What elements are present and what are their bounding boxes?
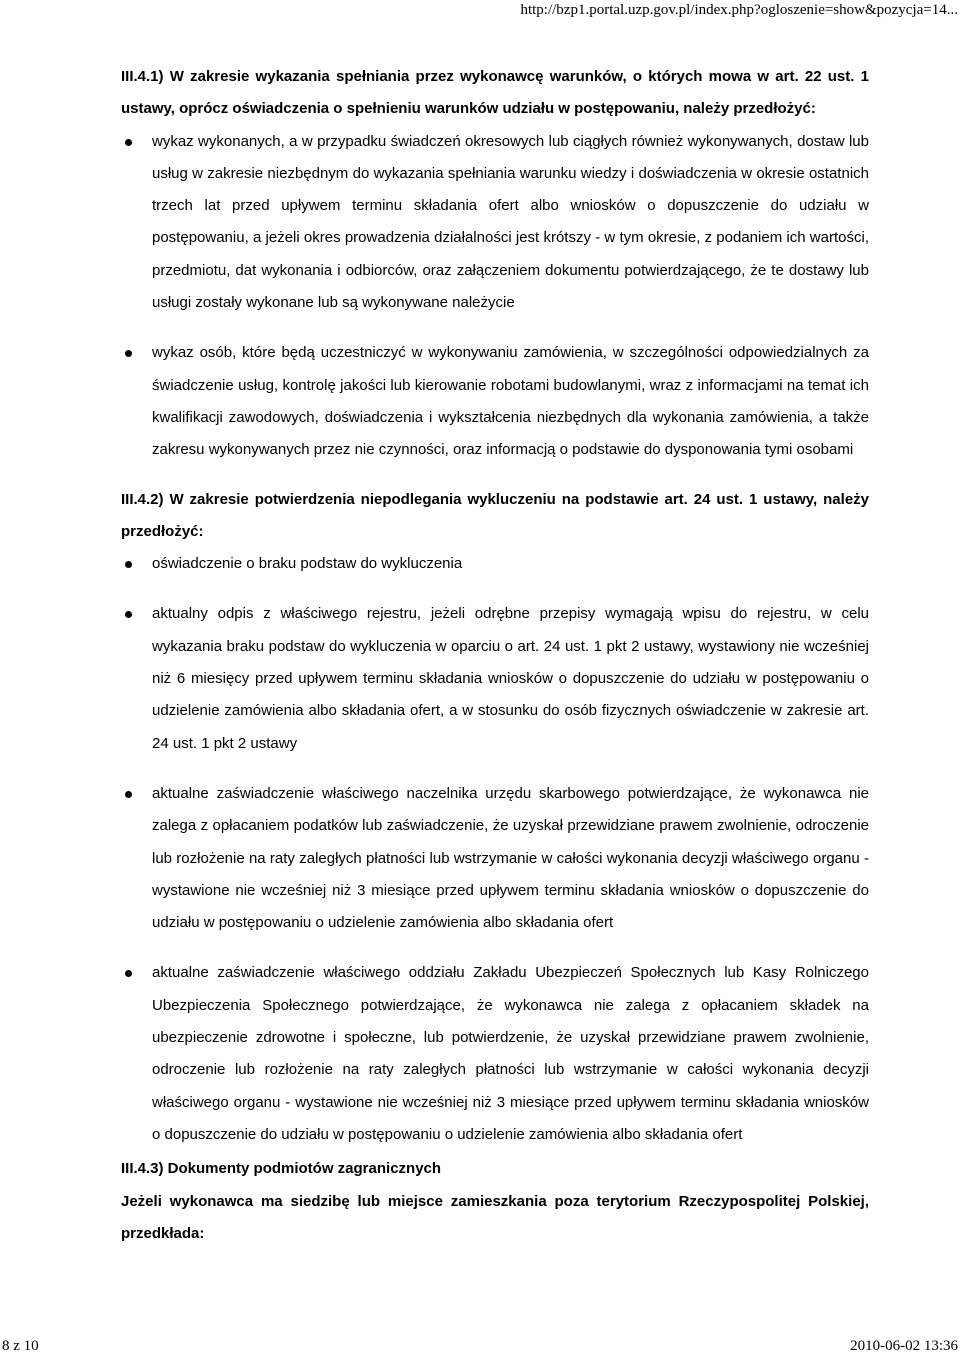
list-item: wykaz osób, które będą uczestniczyć w wykonywaniu zamówienia, w szczególności odpowiedzialnych za świadczenie usług, kontrolę jakości lub kierowanie robotami budowlanymi, wraz z informacjami na temat ich kwalifikacji zawodowych, doświadczenia i wykształcenia niezbędnych dla wykonania zamówienia, a także zakresu wykonywanych przez nie czynności, oraz informacją o podstawie do dysponowania tymi osobami <box>121 337 869 466</box>
page-number: 8 z 10 <box>2 1338 39 1354</box>
section-1-list <box>121 126 869 467</box>
section-2-list <box>121 548 869 1151</box>
document-body <box>121 61 869 1250</box>
list-item: oświadczenie o braku podstaw do wykluczenia <box>121 548 869 580</box>
list-item: wykaz wykonanych, a w przypadku świadczeń okresowych lub ciągłych również wykonywanych, dostaw lub usług w zakresie niezbędnym do wykazania spełniania warunku wiedzy i doświadczenia w okresie ostatnich trzech lat przed upływem terminu składania ofert albo wniosków o dopuszczenie do udziału w postępowaniu, a jeżeli okres prowadzenia działalności jest krótszy - w tym okresie, z podaniem ich wartości, przedmiotu, dat wykonania i odbiorców, oraz załączeniem dokumentu potwierdzającego, że te dostawy lub usługi zostały wykonane lub są wykonywane należycie <box>121 126 869 320</box>
list-item: aktualne zaświadczenie właściwego oddziału Zakładu Ubezpieczeń Społecznych lub Kasy Rolniczego Ubezpieczenia Społecznego potwierdzające, że wykonawca nie zalega z opłacaniem składek na ubezpieczenie zdrowotne i społeczne, lub potwierdzenie, że uzyskał przewidziane prawem zwolnienie, odroczenie lub rozłożenie na raty zaległych płatności lub wstrzymanie w całości wykonania decyzji właściwego organu - wystawione nie wcześniej niż 3 miesiące przed upływem terminu składania wniosków o dopuszczenie do udziału w postępowaniu o udzielenie zamówienia albo składania ofert <box>121 957 869 1151</box>
page-url: http://bzp1.portal.uzp.gov.pl/index.php?ogloszenie=show&pozycja=14... <box>520 2 958 18</box>
list-item: aktualny odpis z właściwego rejestru, jeżeli odrębne przepisy wymagają wpisu do rejestru, w celu wykazania braku podstaw do wykluczenia w oparciu o art. 24 ust. 1 pkt 2 ustawy, wystawiony nie wcześniej niż 6 miesięcy przed upływem terminu składania wniosków o dopuszczenie do udziału w postępowaniu o udzielenie zamówienia albo składania ofert, a w stosunku do osób fizycznych oświadczenie w zakresie art. 24 ust. 1 pkt 2 ustawy <box>121 598 869 759</box>
section-heading-iii-4-2: III.4.2) W zakresie potwierdzenia niepodlegania wykluczeniu na podstawie art. 24 ust. 1 ustawy, należy przedłożyć: <box>121 490 869 540</box>
print-datetime: 2010-06-02 13:36 <box>850 1338 958 1354</box>
section-heading-iii-4-1: III.4.1) W zakresie wykazania spełniania przez wykonawcę warunków, o których mowa w art. 22 ust. 1 ustawy, oprócz oświadczenia o spełnieniu warunków udziału w postępowaniu, należy przedłożyć: <box>121 68 869 118</box>
section-3-subheading: Jeżeli wykonawca ma siedzibę lub miejsce zamieszkania poza terytorium Rzeczypospolitej Polskiej, przedkłada: <box>121 1192 869 1242</box>
section-heading-iii-4-3: III.4.3) Dokumenty podmiotów zagranicznych <box>121 1160 442 1178</box>
list-item: aktualne zaświadczenie właściwego naczelnika urzędu skarbowego potwierdzające, że wykonawca nie zalega z opłacaniem podatków lub zaświadczenie, że uzyskał przewidziane prawem zwolnienie, odroczenie lub rozłożenie na raty zaległych płatności lub wstrzymanie w całości wykonania decyzji właściwego organu - wystawione nie wcześniej niż 3 miesiące przed upływem terminu składania wniosków o dopuszczenie do udziału w postępowaniu o udzielenie zamówienia albo składania ofert <box>121 778 869 939</box>
